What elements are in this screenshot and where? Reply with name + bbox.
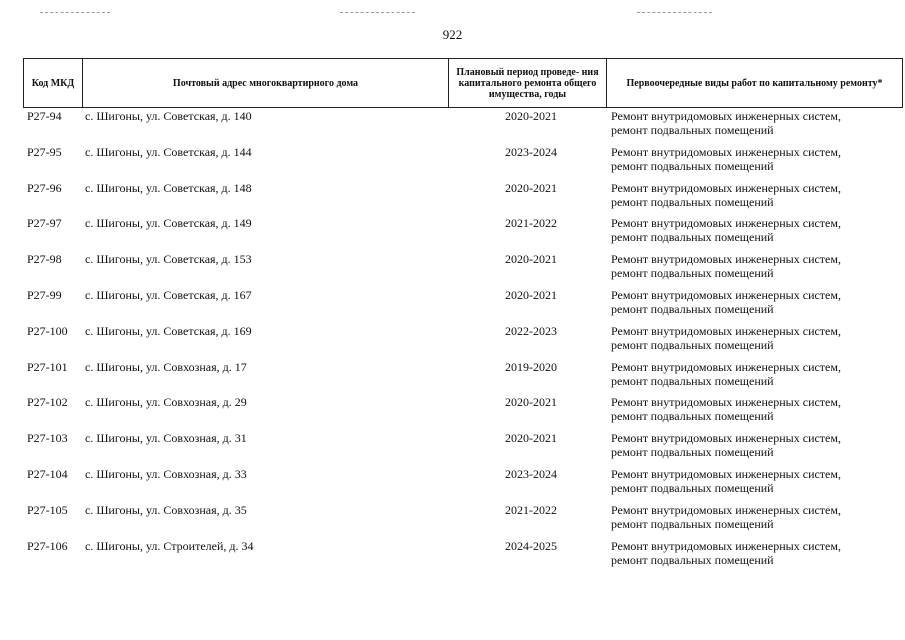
mkd-address: с. Шигоны, ул. Советская, д. 169: [85, 323, 252, 338]
table-row: [23, 466, 903, 502]
repair-works: [611, 467, 901, 495]
repair-works-line: ремонт подвальных помещений: [611, 337, 774, 352]
mkd-code: Р27-96: [27, 180, 62, 195]
repair-works-line: ремонт подвальных помещений: [611, 552, 774, 567]
table-row: [23, 180, 903, 216]
header-works: Первоочередные виды работ по капитальному ремонту*: [606, 59, 902, 107]
repair-period: 2023-2024: [505, 144, 557, 159]
repair-works-line: ремонт подвальных помещений: [611, 516, 774, 531]
repair-works: [611, 431, 901, 459]
mkd-code: Р27-99: [27, 287, 62, 302]
repair-period: 2020-2021: [505, 431, 557, 446]
repair-works-line: Ремонт внутридомовых инженерных систем,: [611, 466, 841, 481]
mkd-code: Р27-100: [27, 323, 68, 338]
repair-works: [611, 252, 901, 280]
repair-period: 2019-2020: [505, 359, 557, 374]
repair-works: [611, 539, 901, 567]
mkd-address: с. Шигоны, ул. Совхозная, д. 17: [85, 359, 247, 374]
mkd-address: с. Шигоны, ул. Советская, д. 167: [85, 287, 252, 302]
repair-works: [611, 288, 901, 316]
mkd-code: Р27-97: [27, 216, 62, 231]
table-row: [23, 108, 903, 144]
mkd-address: с. Шигоны, ул. Совхозная, д. 29: [85, 395, 247, 410]
repair-works-line: ремонт подвальных помещений: [611, 301, 774, 316]
repair-works-line: ремонт подвальных помещений: [611, 158, 774, 173]
repair-works: [611, 216, 901, 244]
repair-works-line: ремонт подвальных помещений: [611, 480, 774, 495]
header-period: Плановый период проведе- ния капитального ремонта общего имущества, годы: [448, 59, 606, 107]
mkd-code: Р27-98: [27, 252, 62, 267]
table-row: [23, 430, 903, 466]
mkd-code: Р27-106: [27, 538, 68, 553]
table-row: [23, 394, 903, 430]
repair-works: [611, 109, 901, 137]
repair-works: [611, 145, 901, 173]
repair-period: 2023-2024: [505, 466, 557, 481]
repair-works-line: Ремонт внутридомовых инженерных систем,: [611, 323, 841, 338]
repair-works-line: ремонт подвальных помещений: [611, 123, 774, 137]
table-row: [23, 502, 903, 538]
repair-works: [611, 324, 901, 352]
mkd-address: с. Шигоны, ул. Советская, д. 148: [85, 180, 252, 195]
mkd-address: с. Шигоны, ул. Совхозная, д. 31: [85, 431, 247, 446]
mkd-address: с. Шигоны, ул. Совхозная, д. 33: [85, 466, 247, 481]
table-row: [23, 144, 903, 180]
scan-artifact-left: [40, 12, 110, 14]
repair-period: 2021-2022: [505, 502, 557, 517]
repair-works-line: ремонт подвальных помещений: [611, 266, 774, 281]
table-row: [23, 251, 903, 287]
repair-works-line: Ремонт внутридомовых инженерных систем,: [611, 216, 841, 231]
table-row: [23, 215, 903, 251]
repair-works-line: Ремонт внутридомовых инженерных систем,: [611, 109, 841, 123]
repair-works-line: ремонт подвальных помещений: [611, 373, 774, 388]
repair-works-line: Ремонт внутридомовых инженерных систем,: [611, 502, 841, 517]
repair-works-line: ремонт подвальных помещений: [611, 194, 774, 209]
repair-works-line: Ремонт внутридомовых инженерных систем,: [611, 431, 841, 446]
table-header: [23, 58, 903, 108]
repair-period: 2022-2023: [505, 323, 557, 338]
header-address: Почтовый адрес многоквартирного дома: [82, 59, 448, 107]
table-row: [23, 323, 903, 359]
mkd-code: Р27-105: [27, 502, 68, 517]
mkd-address: с. Шигоны, ул. Советская, д. 144: [85, 144, 252, 159]
repair-works: [611, 360, 901, 388]
repair-works-line: ремонт подвальных помещений: [611, 445, 774, 460]
page-number: 922: [442, 27, 463, 42]
repair-period: 2024-2025: [505, 538, 557, 553]
table-row: [23, 287, 903, 323]
mkd-code: Р27-103: [27, 431, 68, 446]
mkd-address: с. Шигоны, ул. Совхозная, д. 35: [85, 502, 247, 517]
mkd-address: с. Шигоны, ул. Строителей, д. 34: [85, 538, 254, 553]
table-row: [23, 538, 903, 574]
table-body: [23, 108, 903, 573]
mkd-code: Р27-101: [27, 359, 68, 374]
repair-period: 2020-2021: [505, 395, 557, 410]
header-code: Код МКД: [31, 77, 75, 89]
table-row: [23, 359, 903, 395]
scan-artifact-right: [637, 12, 712, 14]
repair-works: [611, 395, 901, 423]
mkd-code: Р27-95: [27, 144, 62, 159]
mkd-code: Р27-102: [27, 395, 68, 410]
repair-works-line: ремонт подвальных помещений: [611, 230, 774, 245]
repair-works-line: Ремонт внутридомовых инженерных систем,: [611, 252, 841, 267]
repair-period: 2020-2021: [505, 109, 557, 123]
scan-artifact-center: [340, 12, 415, 14]
repair-period: 2020-2021: [505, 180, 557, 195]
mkd-address: с. Шигоны, ул. Советская, д. 149: [85, 216, 252, 231]
repair-works-line: Ремонт внутридомовых инженерных систем,: [611, 538, 841, 553]
repair-works: [611, 503, 901, 531]
mkd-code: Р27-104: [27, 466, 68, 481]
repair-works-line: Ремонт внутридомовых инженерных систем,: [611, 144, 841, 159]
repair-works-line: Ремонт внутридомовых инженерных систем,: [611, 359, 841, 374]
mkd-code: Р27-94: [27, 109, 62, 123]
repair-period: 2021-2022: [505, 216, 557, 231]
repair-works: [611, 181, 901, 209]
mkd-address: с. Шигоны, ул. Советская, д. 140: [85, 109, 252, 123]
repair-period: 2020-2021: [505, 287, 557, 302]
repair-works-line: Ремонт внутридомовых инженерных систем,: [611, 395, 841, 410]
repair-works-line: Ремонт внутридомовых инженерных систем,: [611, 180, 841, 195]
mkd-address: с. Шигоны, ул. Советская, д. 153: [85, 252, 252, 267]
repair-works-line: ремонт подвальных помещений: [611, 409, 774, 424]
repair-period: 2020-2021: [505, 252, 557, 267]
repair-works-line: Ремонт внутридомовых инженерных систем,: [611, 287, 841, 302]
